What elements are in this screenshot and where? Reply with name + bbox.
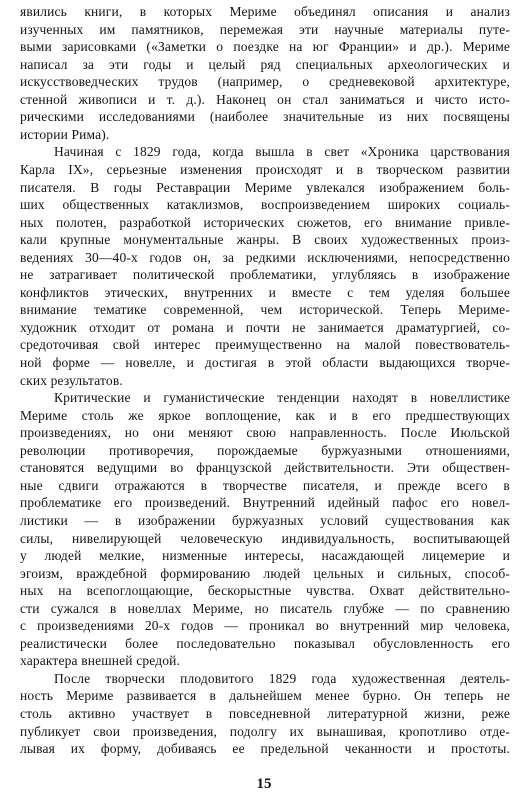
text-line: листики — в изображении буржуазных условий существования как xyxy=(20,512,510,528)
text-line: ных полотен, разработкой исторических сюжетов, его внимание привле- xyxy=(20,214,511,230)
text-line: проблематике его произведений. Внутренний идейный пафос его новел- xyxy=(20,495,511,511)
text-line: стенной живописи и т. д.). Наконец он стал заниматься и чисто истo- xyxy=(20,91,511,107)
text-line: рическими исследованиями (наиболее значительные из них посвящены xyxy=(20,109,510,125)
text-line: с произведениями 20-х годов — проникал во внутренний мир человека, xyxy=(20,618,510,634)
text-line: истории Рима). xyxy=(20,126,110,142)
text-line: революции противоречия, порождаемые буржуазными отношениями, xyxy=(20,442,510,458)
text-line: не затрагивает политической проблематики, углубляясь в изображение xyxy=(20,267,510,283)
text-line: ведениях 30—40-х годов он, за редкими исключениями, непосредственно xyxy=(20,249,511,265)
text-line: внимание тематике современной, чем исторической. Теперь Мериме- xyxy=(20,302,510,318)
text-line: ных на всепоглощающие, бескорыстные чувства. Охват действительно- xyxy=(20,583,511,599)
text-line: силы, нивелирующей человеческую индивидуальность, воспитывающей xyxy=(20,530,510,546)
text-line: конфликтов этических, внутренних и вместе с тем уделяя большее xyxy=(20,284,510,300)
text-line: публикует свои произведения, подолгу их вынашивая, кропотливо отде- xyxy=(20,723,511,739)
text-line: становятся ведущими во французской действительности. Эти обществен- xyxy=(20,460,511,476)
text-line: После творчески плодовитого 1829 года художественная деятель- xyxy=(54,670,511,686)
text-line: писателя. В годы Реставрации Мериме увлекался изображением боль- xyxy=(20,179,510,195)
text-line: эгоизм, враждебной формированию людей цельных и сильных, способ- xyxy=(20,565,511,581)
text-line: сти сужался в новеллах Мериме, но писатель глубже — по сравнению xyxy=(20,600,510,616)
text-line: Мериме столь же яркое воплощение, как и в его предшествующих xyxy=(20,407,510,423)
text-line: Карла IX», серьезные изменения происходят и в творческом развитии xyxy=(20,161,510,177)
page-number: 15 xyxy=(256,776,272,792)
text-line: средоточивая свой интерес преимущественно на малой повествователь- xyxy=(20,337,510,353)
text-line: ских результатов. xyxy=(20,372,123,388)
text-line: ших общественных катаклизмов, воспроизведением широких социаль- xyxy=(20,197,510,213)
text-line: Критические и гуманистические тенденции находят в новеллистике xyxy=(54,390,510,406)
text-line: ные сдвиги отражаются в творчестве писателя, и прежде всего в xyxy=(20,477,510,493)
text-line: реалистически более последовательно показывал обусловленность его xyxy=(20,635,510,651)
text-line: ность Мериме развивается в дальнейшем менее бурно. Он теперь не xyxy=(20,688,510,704)
text-line: произведениях, но они меняют свою направленность. После Июльской xyxy=(20,425,510,441)
text-line: столь активно участвует в повседневной литературной жизни, реже xyxy=(20,706,510,721)
text-line: изученных им памятников, перемежая эти научные материалы путе- xyxy=(20,21,511,37)
text-line: лывая их форму, добиваясь ее предельной чеканности и простоты. xyxy=(20,741,510,757)
text-line: характера внешней средой. xyxy=(20,653,181,669)
text-line: художник отходит от романа и почти не занимается драматургией, со- xyxy=(20,319,511,335)
text-line: Начиная с 1829 года, когда вышла в свет «Хроника царствования xyxy=(54,144,510,160)
text-line: явились книги, в которых Мериме объединял описания и анализ xyxy=(20,4,511,19)
text-line: выми зарисовками («Заметки о поездке на юг Франции» и др.). Мериме xyxy=(20,39,511,55)
text-line: написал за эти годы и целый ряд специальных археологических и xyxy=(20,56,511,72)
text-line: ной форме — новелле, и достигая в этой области выдающихся творче- xyxy=(20,355,511,370)
text-line: кали крупные монументальные жанры. В своих художественных произ- xyxy=(20,232,510,248)
text-line: искусствоведческих трудов (например, о средневековой архитектуре, xyxy=(20,74,511,90)
text-line: у людей мелкие, низменные интересы, насаждающей лицемерие и xyxy=(20,548,511,564)
